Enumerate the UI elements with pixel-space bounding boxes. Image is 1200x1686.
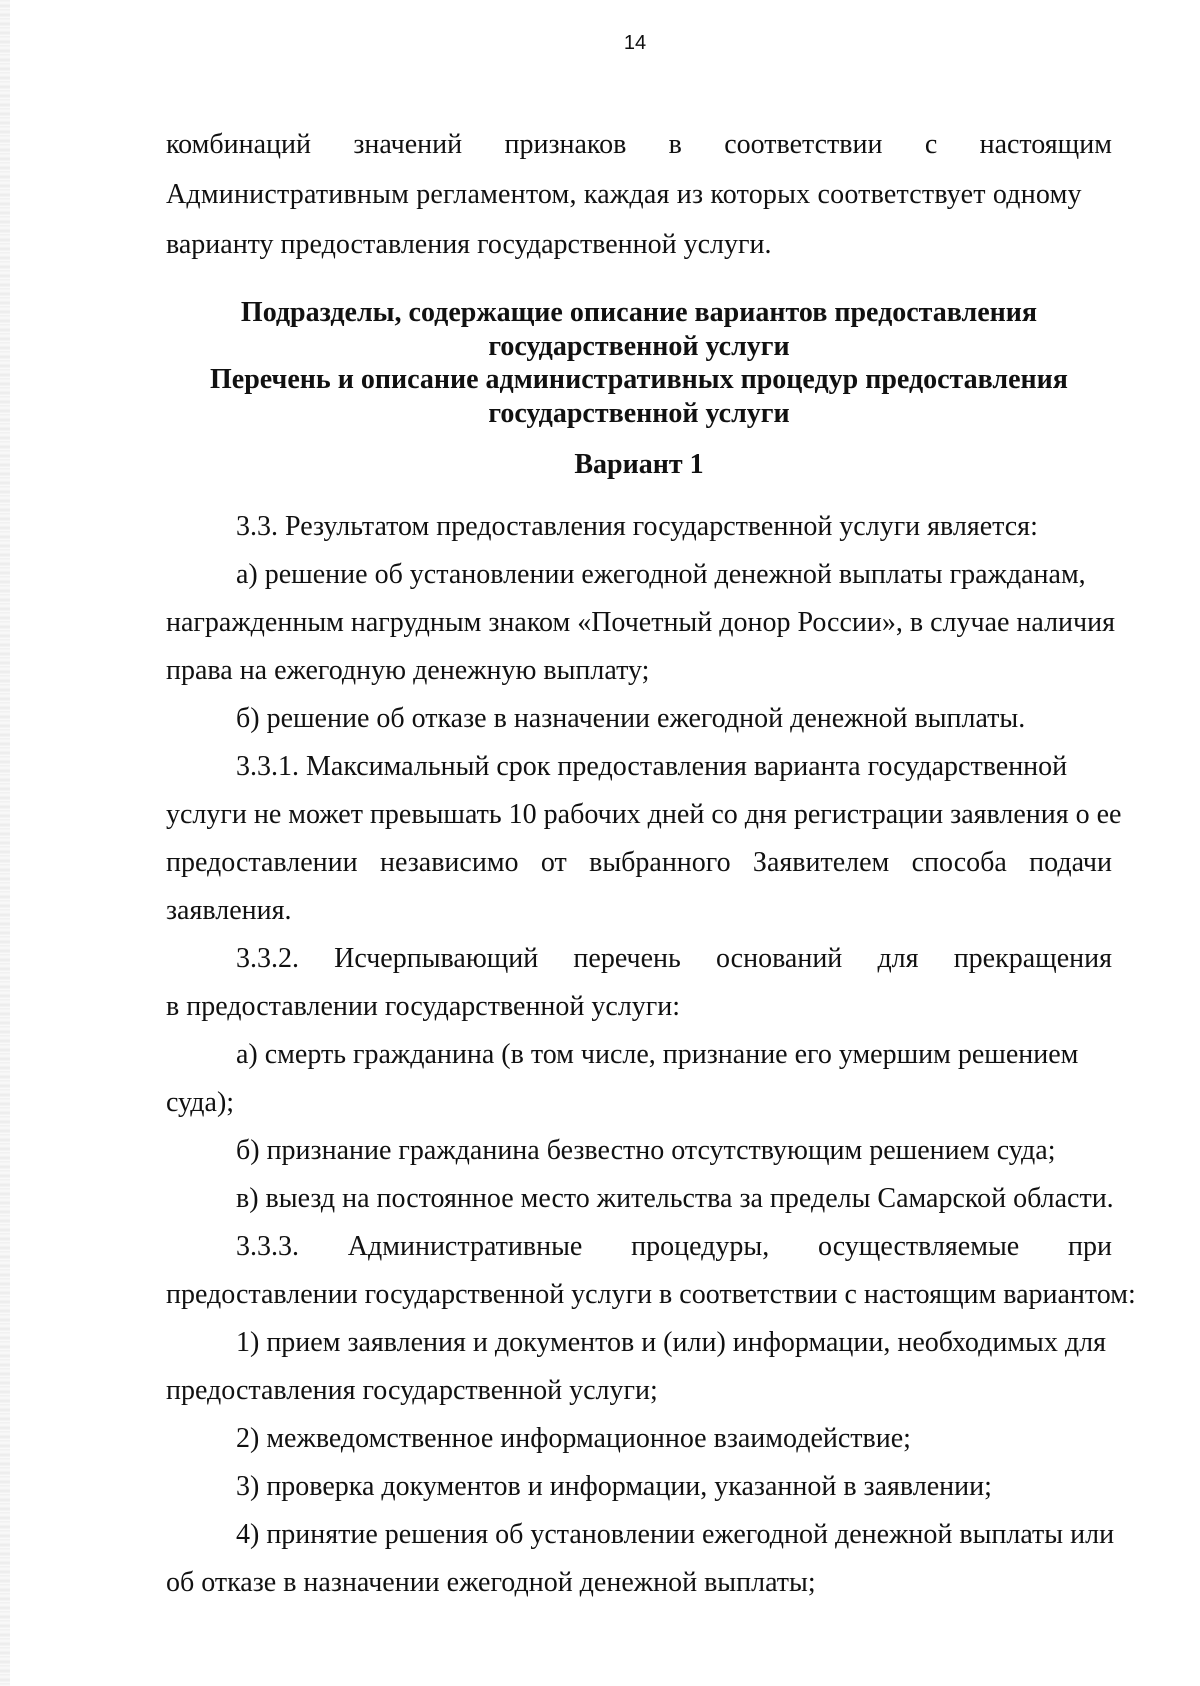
section-heading-line-2: государственной услуги — [488, 331, 790, 362]
para-3-3-2-line-1 — [236, 942, 1112, 976]
para-3-3-2-line-2: в предоставлении государственной услуги: — [166, 991, 681, 1022]
word: при — [1068, 1231, 1112, 1262]
word: процедуры, — [631, 1231, 770, 1262]
word: Исчерпывающий — [334, 943, 539, 974]
item-3: 3) проверка документов и информации, указанной в заявлении; — [236, 1471, 992, 1502]
word: значений — [353, 129, 463, 160]
word: соответствии — [724, 129, 883, 160]
para-3-3-3-line-1 — [236, 1230, 1112, 1264]
para-3-3-1-line-1: 3.3.1. Максимальный срок предоставления варианта государственной — [236, 751, 1068, 782]
word: Заявителем — [752, 847, 890, 878]
word: прекращения — [953, 943, 1112, 974]
word: комбинаций — [166, 129, 311, 160]
word: перечень — [573, 943, 681, 974]
word: 3.3.2. — [236, 943, 299, 974]
word: с — [924, 129, 938, 160]
procedures-heading-line-1: Перечень и описание административных процедур предоставления — [210, 364, 1068, 395]
intro-line-1 — [166, 128, 1112, 162]
word: в — [668, 129, 682, 160]
para-3-3-1-line-3 — [166, 846, 1112, 880]
para-3-3-1-line-4: заявления. — [166, 895, 292, 926]
word: от — [540, 847, 567, 878]
word: способа — [911, 847, 1007, 878]
para-3-3-2-a-line-1: а) смерть гражданина (в том числе, признание его умершим решением — [236, 1039, 1079, 1070]
page-number: 14 — [623, 32, 647, 54]
word: независимо — [379, 847, 519, 878]
item-1-line-2: предоставления государственной услуги; — [166, 1375, 658, 1406]
scan-edge-artifact — [0, 0, 10, 1686]
word: оснований — [715, 943, 843, 974]
word: подачи — [1029, 847, 1112, 878]
section-heading-line-1: Подразделы, содержащие описание вариантов предоставления — [240, 297, 1038, 328]
para-3-3-1-line-2: услуги не может превышать 10 рабочих дней со дня регистрации заявления о ее — [166, 799, 1122, 830]
item-1-line-1: 1) прием заявления и документов и (или) информации, необходимых для — [236, 1327, 1106, 1358]
intro-line-2: Административным регламентом, каждая из которых соответствует одному — [166, 179, 1082, 210]
variant-heading: Вариант 1 — [574, 449, 704, 480]
para-3-3-2-c: в) выезд на постоянное место жительства за пределы Самарской области. — [236, 1183, 1114, 1214]
item-2: 2) межведомственное информационное взаимодействие; — [236, 1423, 911, 1454]
word: 3.3.3. — [236, 1231, 299, 1262]
para-3-3-a-line-3: права на ежегодную денежную выплату; — [166, 655, 650, 686]
item-4-line-2: об отказе в назначении ежегодной денежной выплаты; — [166, 1567, 816, 1598]
para-3-3-a-line-2: награжденным нагрудным знаком «Почетный донор России», в случае наличия — [166, 607, 1115, 638]
intro-line-3: варианту предоставления государственной услуги. — [166, 229, 772, 260]
word: предоставлении — [166, 847, 358, 878]
para-3-3-3-line-2: предоставлении государственной услуги в соответствии с настоящим вариантом: — [166, 1279, 1136, 1310]
para-3-3-2-b: б) признание гражданина безвестно отсутствующим решением суда; — [236, 1135, 1056, 1166]
word: выбранного — [589, 847, 731, 878]
para-3-3-b: б) решение об отказе в назначении ежегодной денежной выплаты. — [236, 703, 1026, 734]
word: для — [877, 943, 919, 974]
word: настоящим — [979, 129, 1112, 160]
word: признаков — [504, 129, 627, 160]
para-3-3: 3.3. Результатом предоставления государственной услуги является: — [236, 511, 1038, 542]
word: Административные — [347, 1231, 583, 1262]
word: осуществляемые — [818, 1231, 1020, 1262]
item-4-line-1: 4) принятие решения об установлении ежегодной денежной выплаты или — [236, 1519, 1115, 1550]
para-3-3-a-line-1: а) решение об установлении ежегодной денежной выплаты гражданам, — [236, 559, 1086, 590]
para-3-3-2-a-line-2: суда); — [166, 1087, 235, 1118]
procedures-heading-line-2: государственной услуги — [488, 398, 790, 429]
